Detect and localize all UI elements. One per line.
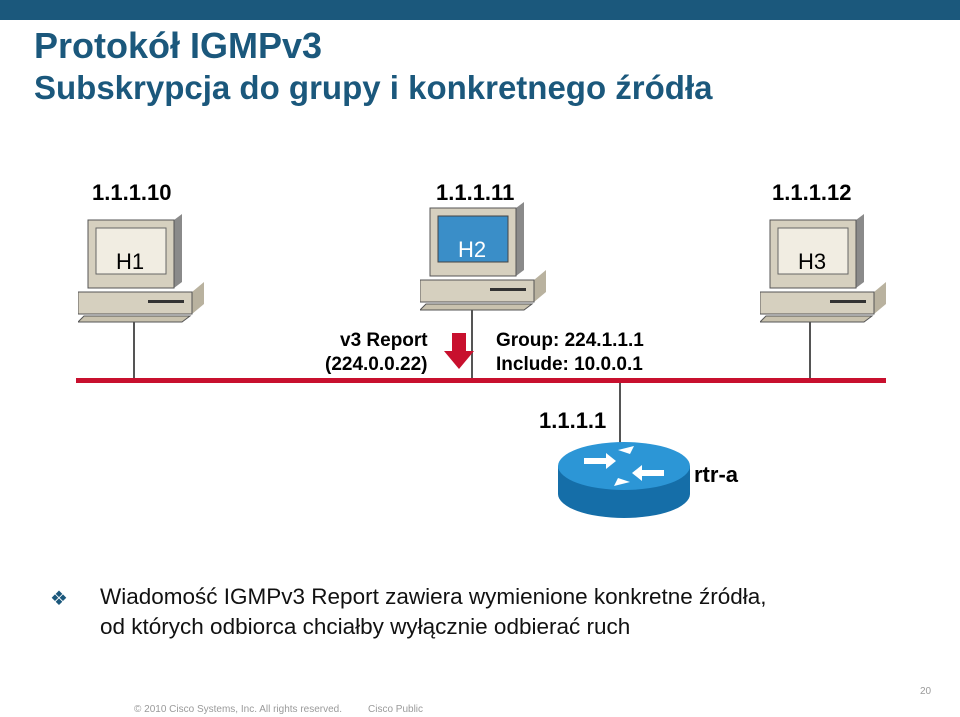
report-include-label: Include: 10.0.0.1: [496, 354, 643, 375]
host-h1-name: H1: [115, 249, 145, 274]
router-icon: [554, 436, 694, 526]
lan-segment: [76, 378, 886, 383]
host-h3-name: H3: [797, 249, 827, 274]
report-group-label: Group: 224.1.1.1: [496, 330, 644, 351]
host-h3: [760, 212, 892, 324]
bullet-text: [100, 582, 767, 642]
page-number: 20: [920, 686, 932, 697]
bullet-line-2: od których odbiorca chciałby wyłącznie odbierać ruch: [100, 614, 631, 639]
slide-subtitle: Subskrypcja do grupy i konkretnego źródła: [34, 69, 713, 106]
host-h2-name: H2: [457, 237, 487, 262]
slide-title: Protokół IGMPv3: [34, 25, 323, 66]
router-ip: 1.1.1.1: [539, 408, 607, 433]
host-ip-h3: 1.1.1.12: [772, 180, 852, 205]
bullet-diamond-icon: ❖: [50, 588, 68, 610]
report-arrow-icon: [444, 333, 474, 369]
host-ip-h1: 1.1.1.10: [92, 180, 172, 205]
footer-copyright: © 2010 Cisco Systems, Inc. All rights reserved.: [134, 704, 343, 715]
footer-classification: Cisco Public: [368, 704, 424, 715]
host-h1: [78, 212, 210, 324]
router-name: rtr-a: [694, 462, 739, 487]
report-address-label: (224.0.0.22): [325, 354, 428, 375]
host-ip-h2: 1.1.1.11: [436, 180, 515, 205]
host-h2: [420, 200, 552, 312]
bullet-line-1: Wiadomość IGMPv3 Report zawiera wymienione konkretne źródła,: [100, 584, 767, 609]
report-type-label: v3 Report: [340, 330, 428, 351]
